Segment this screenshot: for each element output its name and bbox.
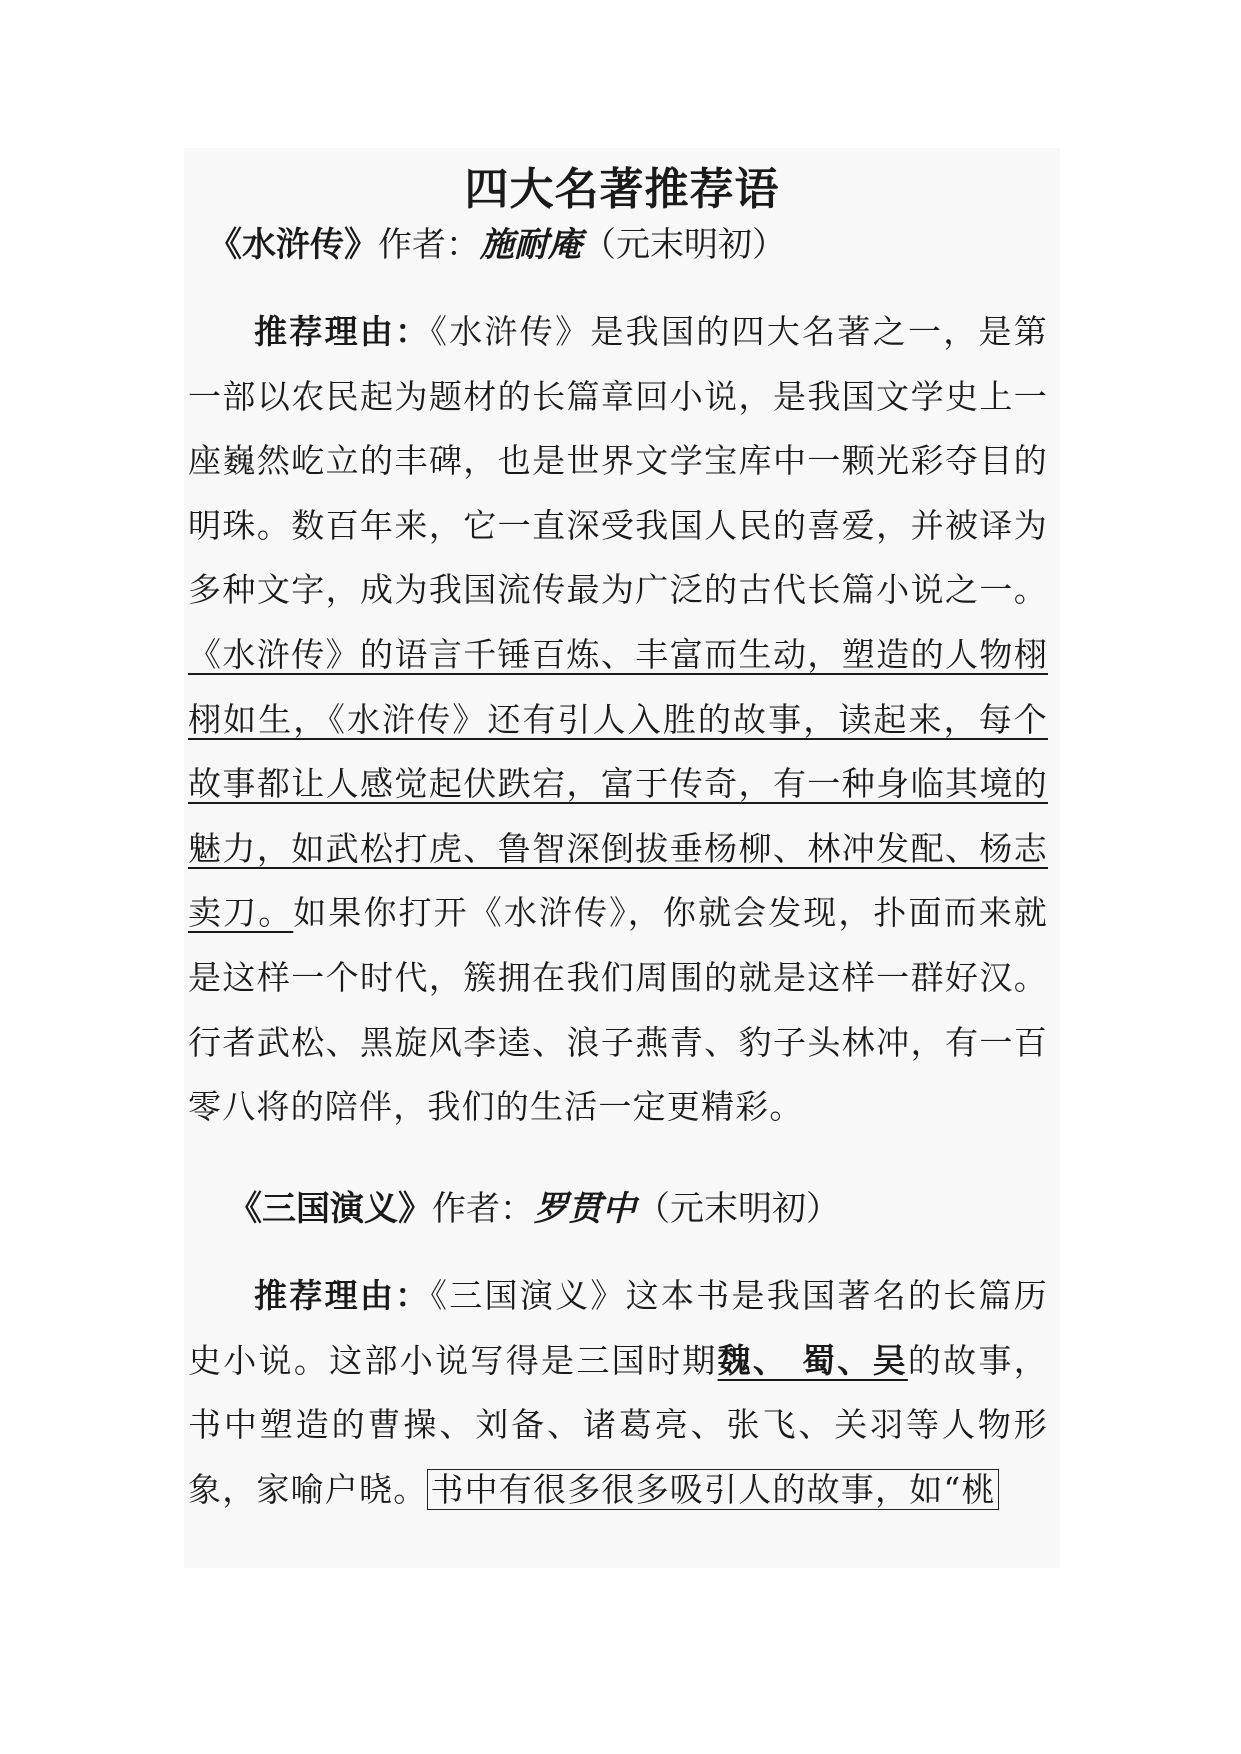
author-name: 罗贯中 bbox=[534, 1189, 636, 1229]
reason-label: 推荐理由： bbox=[254, 1276, 431, 1315]
reason-paragraph-sanguo bbox=[188, 1264, 1048, 1522]
book-heading-sanguo bbox=[228, 1184, 840, 1234]
kingdoms-highlight: 魏、 蜀、吴 bbox=[717, 1340, 908, 1380]
book-title: 《三国演义》 bbox=[228, 1189, 432, 1229]
era-label: （元末明初） bbox=[582, 225, 786, 265]
reason-text: 《水浒传》是我国的四大名著之一，是第一部以农民起为题材的长篇章回小说，是我国文学史上一座巍然屹立的丰碑，也是世界文学宝库中一颗光彩夺目的明珠。数百年来，它一直深受我国人民的喜爱，并被译为多种文字，成为我国流传最为广泛的古代长篇小说之一。 bbox=[188, 312, 1048, 610]
reason-text: 的故事，书中塑造的曹操、刘备、诸葛亮、张飞、关羽等人物形象，家喻户晓。 bbox=[188, 1340, 1048, 1509]
era-label: （元末明初） bbox=[636, 1189, 840, 1229]
reason-text-underlined: 《水浒传》的语言千锤百炼、丰富而生动，塑造的人物栩栩如生，《水浒传》还有引人入胜的故事，读起来，每个故事都让人感觉起伏跌宕，富于传奇，有一种身临其境的魅力，如武松打虎、鲁智深倒拔垂杨柳、林冲发配、杨志卖刀。 bbox=[188, 634, 1048, 933]
author-label: 作者： bbox=[378, 225, 480, 265]
reason-text: 如果你打开《水浒传》，你就会发现，扑面而来就是这样一个时代，簇拥在我们周围的就是这样一群好汉。行者武松、黑旋风李逵、浪子燕青、豹子头林冲，有一百零八将的陪伴，我们的生活一定更精彩。 bbox=[188, 893, 1048, 1127]
reason-label: 推荐理由： bbox=[254, 312, 431, 351]
book-heading-shuihu bbox=[208, 220, 786, 270]
page-title: 四大名著推荐语 bbox=[464, 164, 780, 215]
author-name: 施耐庵 bbox=[480, 225, 582, 265]
reason-paragraph-shuihu bbox=[188, 300, 1048, 1140]
document-page bbox=[184, 148, 1060, 1568]
author-label: 作者： bbox=[432, 1189, 534, 1229]
reason-text: 《三国演义》这本书是我国著名的长篇历史小说。这部小说写得是三国时期 bbox=[188, 1276, 1048, 1380]
reason-text-boxed: 书中有很多很多吸引人的故事，如“桃 bbox=[427, 1469, 998, 1510]
book-title: 《水浒传》 bbox=[208, 225, 378, 265]
